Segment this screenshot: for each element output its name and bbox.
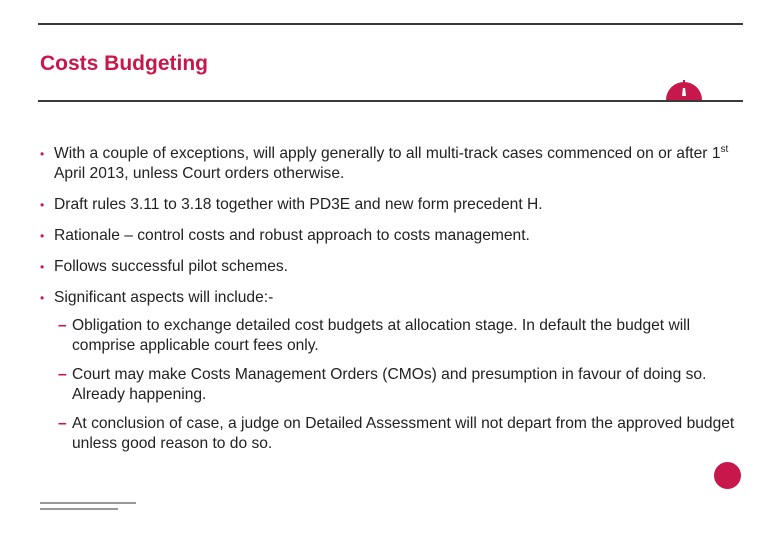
footer-fineprint [40, 501, 200, 515]
bullet-item [40, 144, 740, 184]
bullet-item: • Rationale – control costs and robust approach to costs management. [40, 226, 740, 246]
bullet-item [40, 288, 740, 454]
slide-body [40, 144, 740, 465]
top-rule [38, 23, 743, 25]
slide-title: Costs Budgeting [40, 52, 208, 75]
title-underline [38, 100, 743, 102]
bullet-text: Significant aspects will include:- [54, 289, 274, 306]
firm-logo-icon [664, 66, 704, 100]
page-dot-icon [714, 462, 741, 489]
sub-bullet-item: – Court may make Costs Management Orders (CMOs) and presumption in favour of doing so. Already happening. [54, 365, 740, 405]
sub-bullet-list [54, 316, 740, 454]
bullet-text: With a couple of exceptions, will apply generally to all multi-track cases commenced on or after 1 [54, 145, 721, 162]
bullet-text: April 2013, unless Court orders otherwise. [54, 165, 345, 182]
sub-bullet-item: – At conclusion of case, a judge on Detailed Assessment will not depart from the approved budget unless good reason to do so. [54, 414, 740, 454]
sub-bullet-item: – Obligation to exchange detailed cost budgets at allocation stage. In default the budget will comprise applicable court fees only. [54, 316, 740, 356]
bullet-superscript: st [720, 143, 729, 155]
bullet-item: • Follows successful pilot schemes. [40, 257, 740, 277]
bullet-item: • Draft rules 3.11 to 3.18 together with PD3E and new form precedent H. [40, 195, 740, 215]
